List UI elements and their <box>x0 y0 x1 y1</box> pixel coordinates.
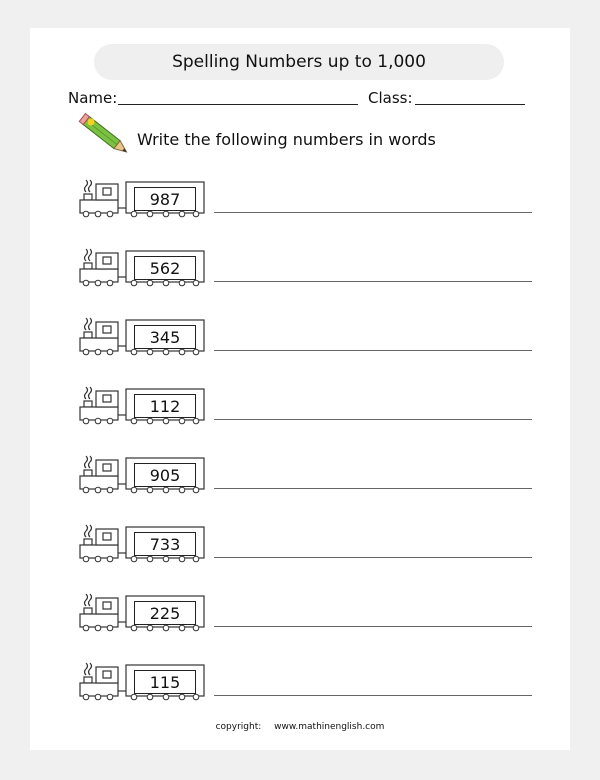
number-box <box>134 463 196 487</box>
copyright-label: copyright: <box>215 722 262 732</box>
number-value: 225 <box>149 603 181 623</box>
name-label: Name: <box>68 89 118 107</box>
worksheet-title <box>94 44 504 80</box>
number-box <box>134 670 196 694</box>
worksheet-title-text: Spelling Numbers up to 1,000 <box>172 52 426 72</box>
exercise-row <box>0 385 600 425</box>
number-box <box>134 325 196 349</box>
answer-line[interactable] <box>214 488 532 489</box>
answer-line[interactable] <box>214 419 532 420</box>
answer-line[interactable] <box>214 350 532 351</box>
number-value: 905 <box>149 465 181 485</box>
number-box <box>134 601 196 625</box>
number-box <box>134 187 196 211</box>
number-value: 115 <box>149 672 181 692</box>
exercise-row <box>0 523 600 563</box>
answer-line[interactable] <box>214 557 532 558</box>
exercise-row <box>0 661 600 701</box>
number-value: 987 <box>149 189 181 209</box>
number-box <box>134 532 196 556</box>
class-label: Class: <box>368 89 413 107</box>
name-field[interactable] <box>118 104 358 105</box>
number-value: 733 <box>149 534 181 554</box>
exercise-row <box>0 454 600 494</box>
copyright-site: www.mathinenglish.com <box>274 722 385 732</box>
exercise-row <box>0 178 600 218</box>
number-box <box>134 256 196 280</box>
exercise-row <box>0 316 600 356</box>
number-value: 345 <box>149 327 181 347</box>
answer-line[interactable] <box>214 695 532 696</box>
number-value: 112 <box>149 396 181 416</box>
answer-line[interactable] <box>214 626 532 627</box>
class-field[interactable] <box>415 104 525 105</box>
number-box <box>134 394 196 418</box>
instruction-text: Write the following numbers in words <box>137 130 436 149</box>
answer-line[interactable] <box>214 212 532 213</box>
pencil-icon <box>76 113 136 159</box>
answer-line[interactable] <box>214 281 532 282</box>
exercise-row <box>0 592 600 632</box>
exercise-row <box>0 247 600 287</box>
number-value: 562 <box>149 258 181 278</box>
footer <box>0 722 600 732</box>
